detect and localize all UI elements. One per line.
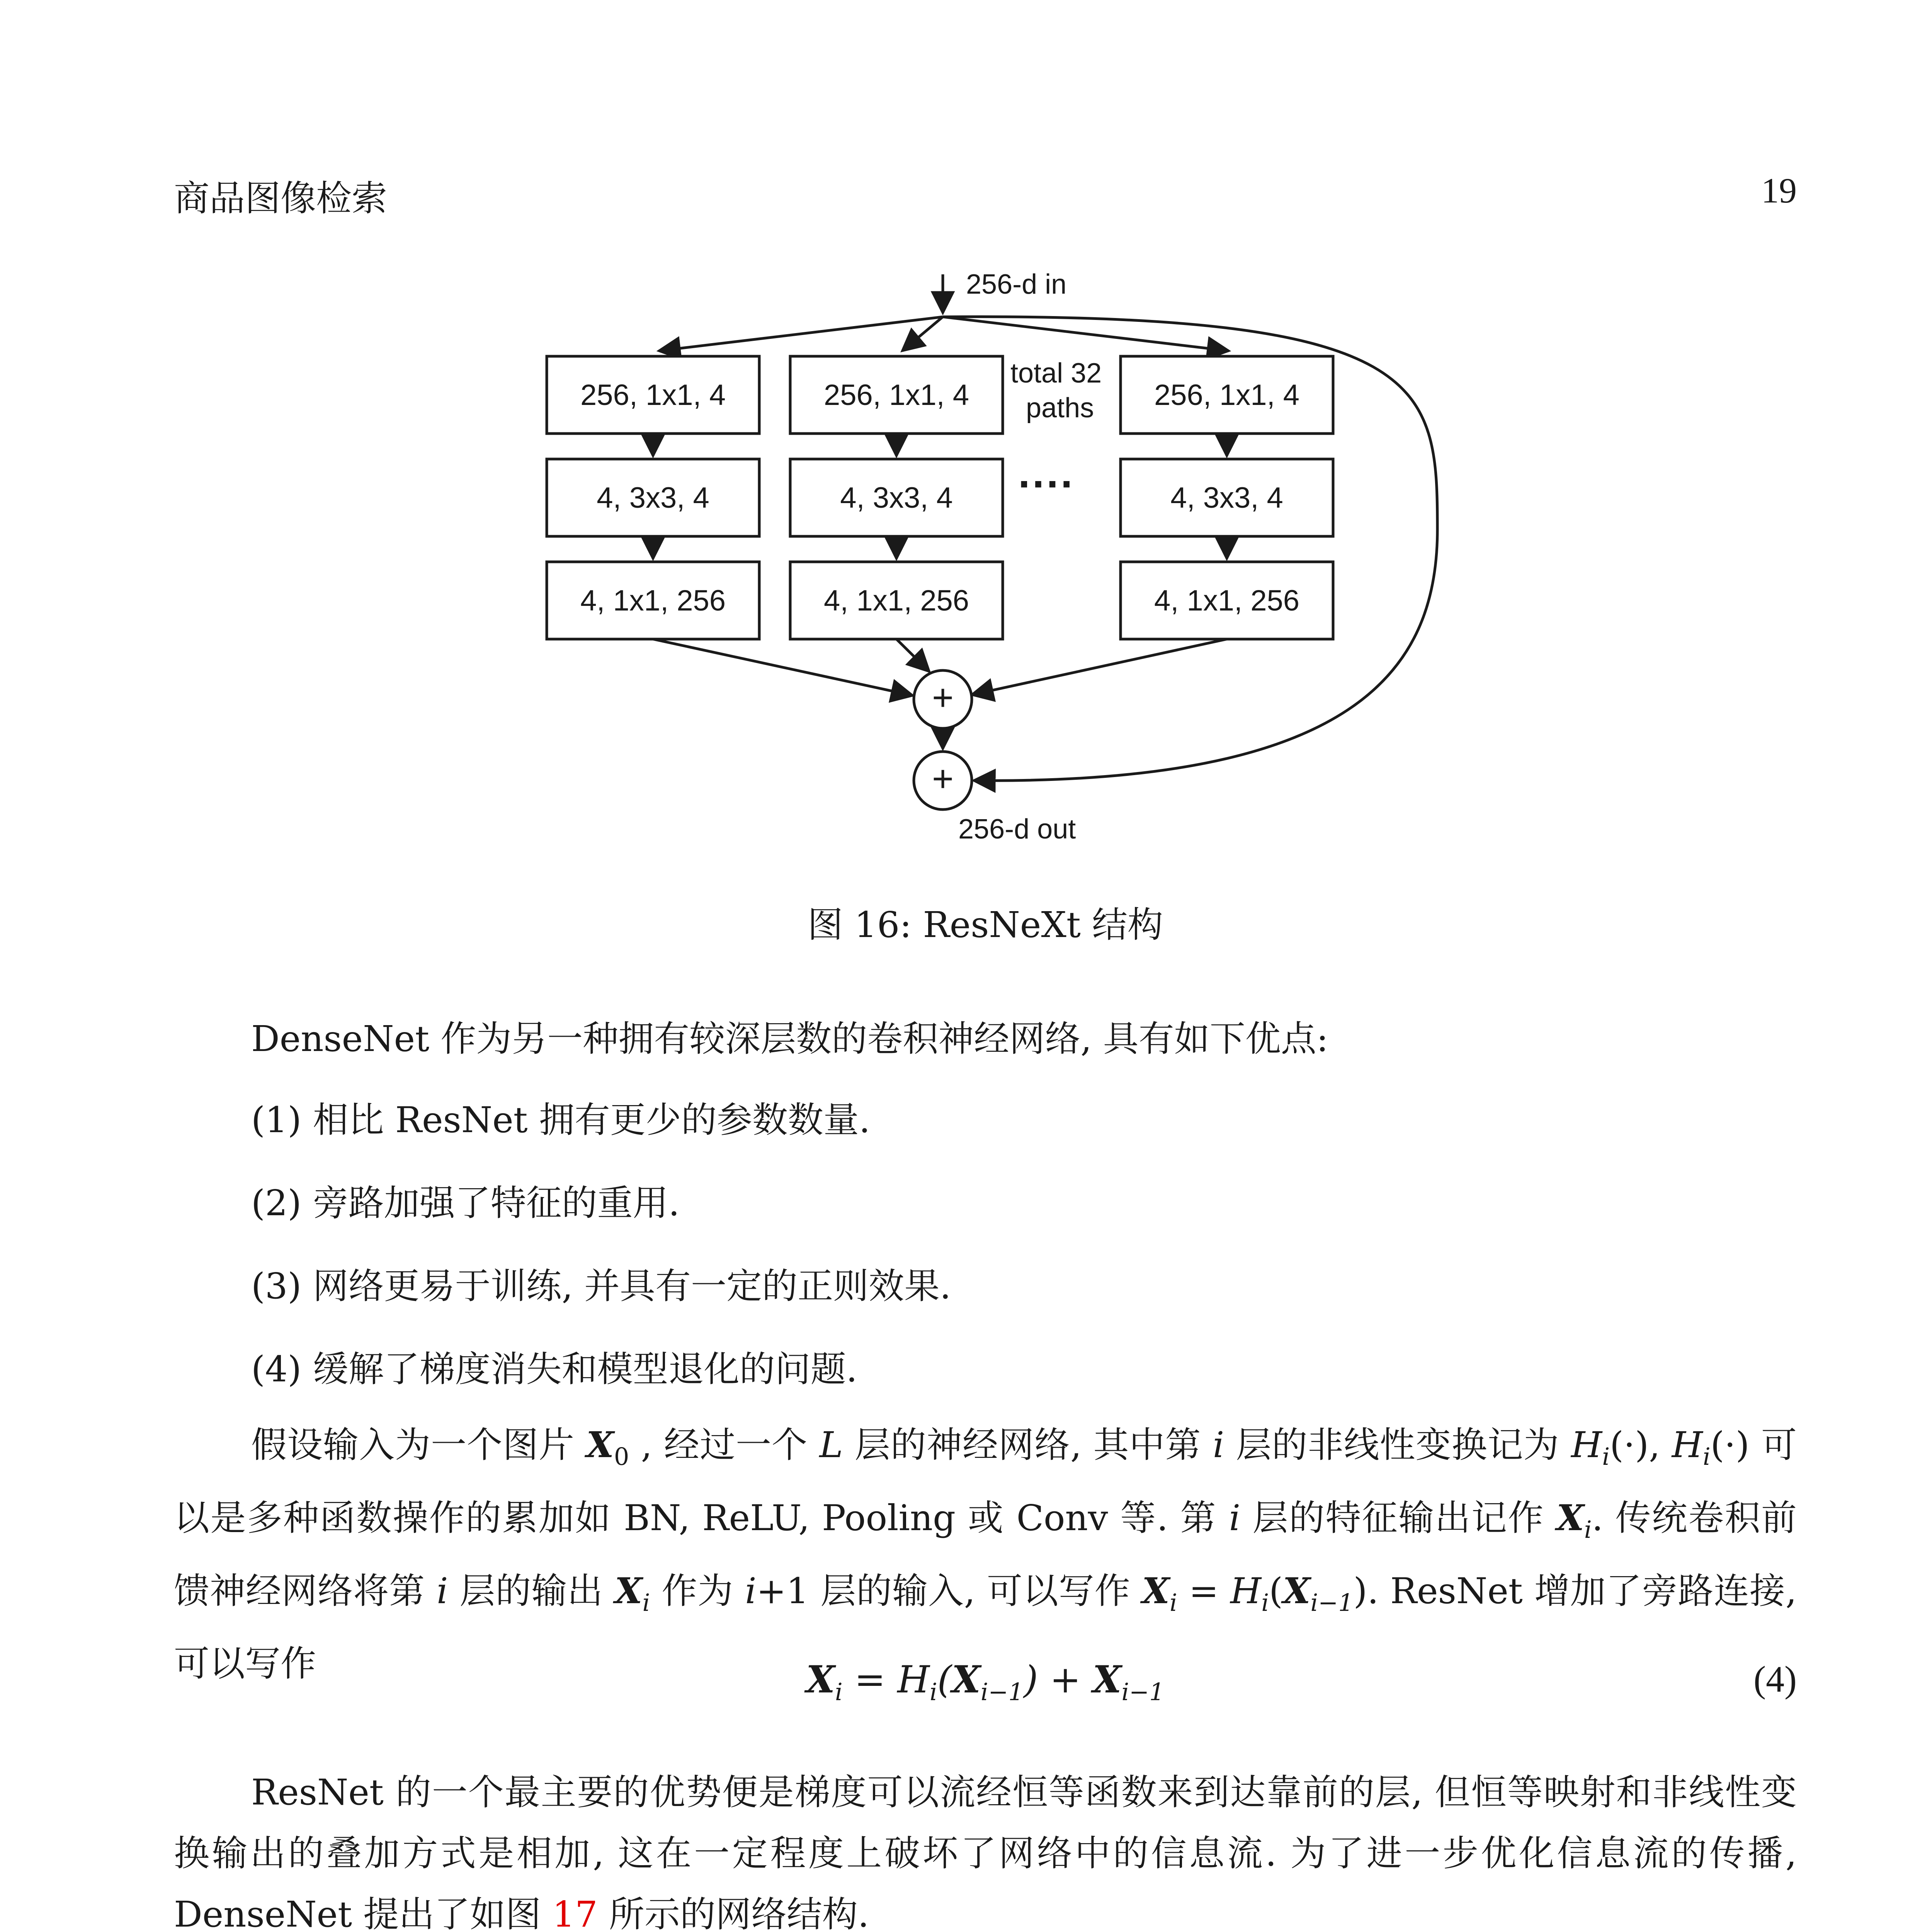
layer-label: 4, 1x1, 256 xyxy=(1154,584,1300,617)
intro-paragraph: DenseNet 作为另一种拥有较深层数的卷积神经网络, 具有如下优点: xyxy=(251,1018,1328,1060)
advantage-item: (2) 旁路加强了特征的重用. xyxy=(251,1182,680,1224)
figure-caption: 图 16: ResNeXt 结构 xyxy=(807,904,1163,946)
sum-plus-2: + xyxy=(932,758,954,799)
paths-note-line1: total 32 xyxy=(1010,358,1102,389)
equation-4: $X_i = H_i(X_{i-1}) + X_{i-1}$ (4) xyxy=(806,1658,1797,1706)
resnext-diagram xyxy=(502,267,1507,854)
layer-label: 256, 1x1, 4 xyxy=(580,379,726,412)
running-title: 商品图像检索 xyxy=(174,178,388,219)
input-label: 256-d in xyxy=(966,269,1067,300)
layer-label: 4, 1x1, 256 xyxy=(580,584,726,617)
layer-label: 256, 1x1, 4 xyxy=(823,379,969,412)
layer-label: 4, 1x1, 256 xyxy=(823,584,969,617)
paths-ellipsis: ···· xyxy=(1018,460,1075,508)
advantage-item: (4) 缓解了梯度消失和模型退化的问题. xyxy=(251,1349,857,1390)
paths-note-line2: paths xyxy=(1026,393,1094,423)
definition-paragraph: 假设输入为一个图片 $X_0$ , 经过一个 L 层的神经网络, 其中第 i 层的非线性变换记为 $H_i(\cdot)$, $H_i(\cdot)$ 可以是多种函数操作的累加如 BN, ReLU, Pooling 或 Conv 等. 第 i 层的特征输出记作 $X_i$. 传统卷积前馈神经网络将第 i 层的输出 $X_i$ 作为 i+1 层的输入, 可以写作 $X_i = H_i(X_{i-1})$. ResNet 增加了旁路连接, 可以写作 xyxy=(174,1424,1797,1684)
advantage-item: (3) 网络更易于训练, 并具有一定的正则效果. xyxy=(251,1265,951,1307)
advantage-item: (1) 相比 ResNet 拥有更少的参数数量. xyxy=(251,1099,871,1141)
resnext-figure xyxy=(502,267,1507,854)
output-label: 256-d out xyxy=(958,814,1076,845)
layer-label: 4, 3x3, 4 xyxy=(597,481,709,514)
layer-label: 4, 3x3, 4 xyxy=(840,481,953,514)
layer-label: 4, 3x3, 4 xyxy=(1170,481,1283,514)
layer-label: 256, 1x1, 4 xyxy=(1154,379,1300,412)
equation-number: (4) xyxy=(1753,1658,1797,1700)
resnet-paragraph: ResNet 的一个最主要的优势便是梯度可以流经恒等函数来到达靠前的层, 但恒等映射和非线性变换输出的叠加方式是相加, 这在一定程度上破坏了网络中的信息流. 为了进一步优化信息流的传播, DenseNet 提出了如图 17 所示的网络结构. xyxy=(174,1762,1797,1932)
page-number: 19 xyxy=(1761,171,1797,210)
sum-plus-1: + xyxy=(932,677,954,718)
figure-reference-link[interactable]: 17 xyxy=(552,1894,598,1932)
